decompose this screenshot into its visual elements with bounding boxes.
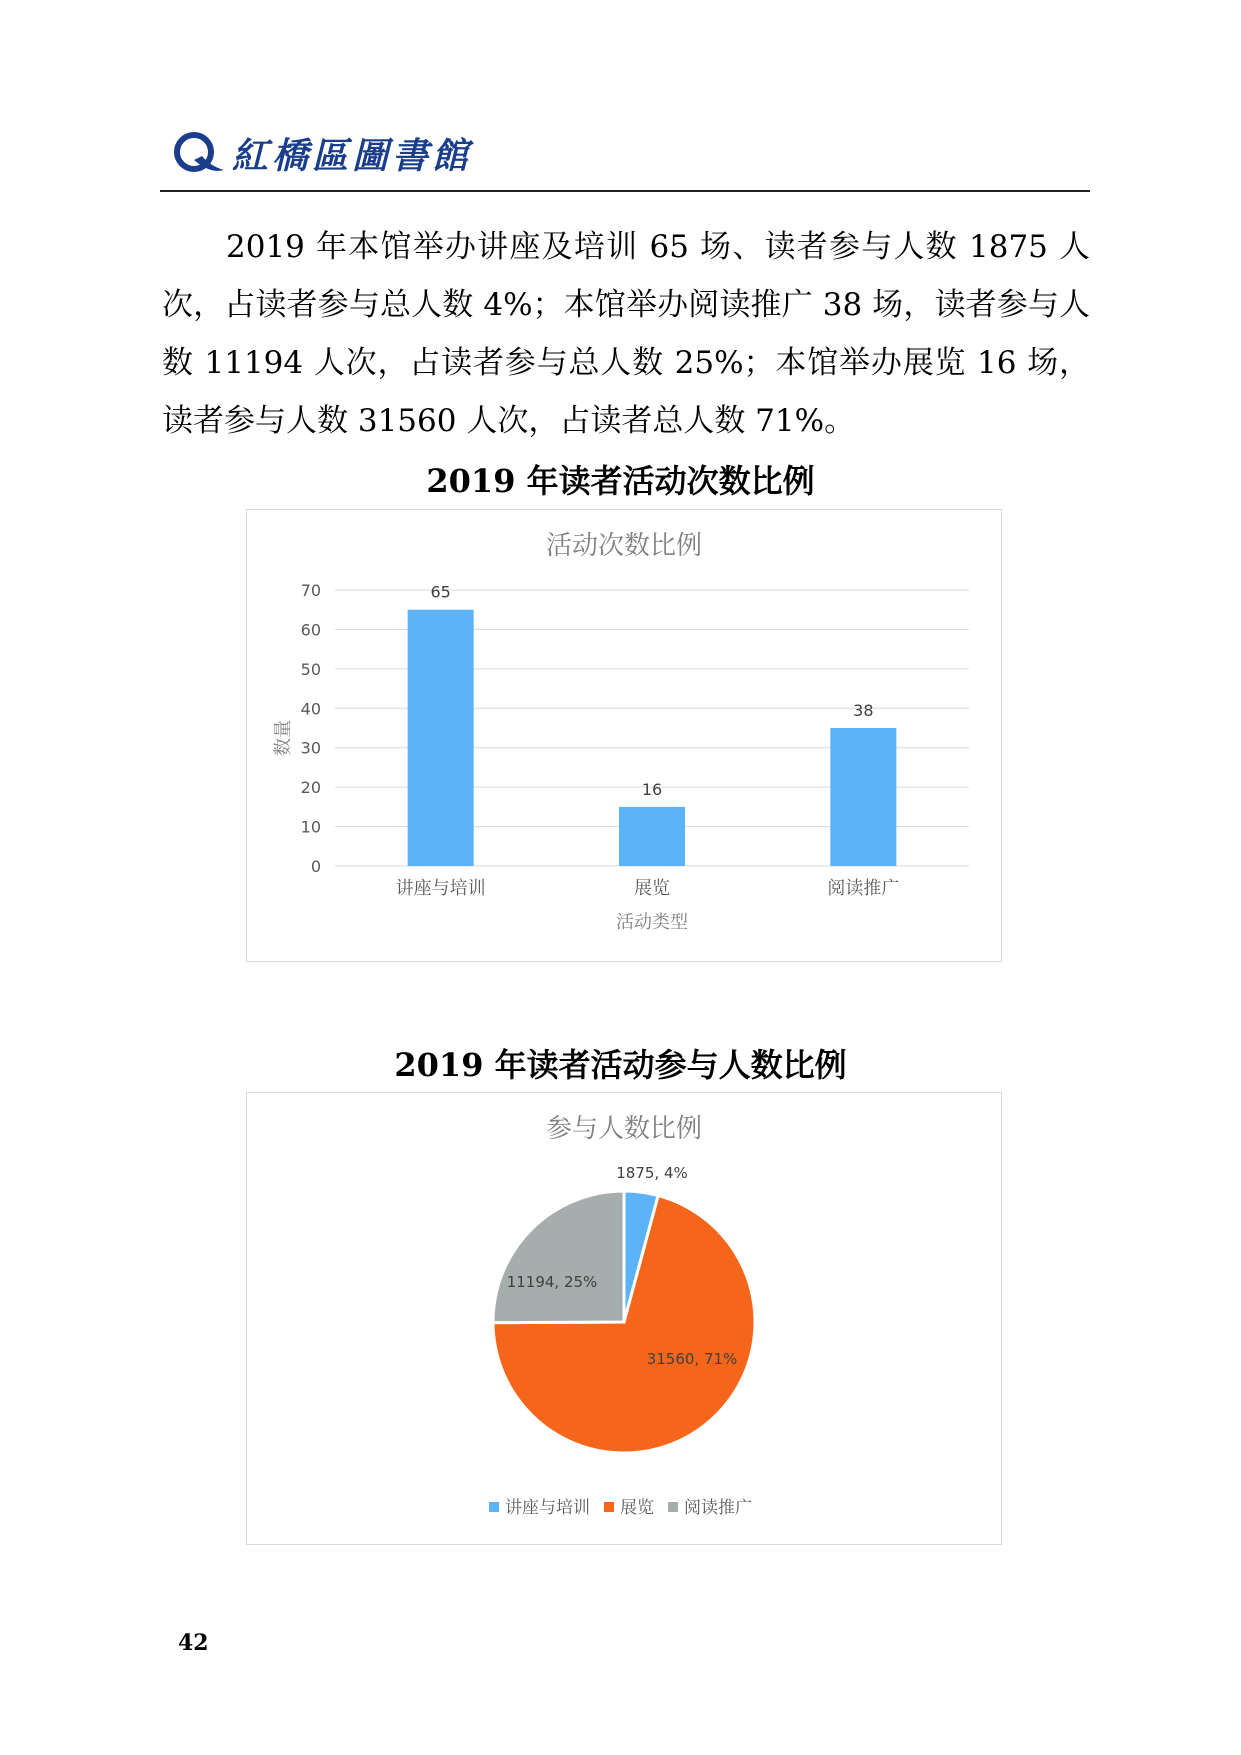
pie-data-label: 1875, 4% [616,1164,688,1182]
pie-slices [493,1191,755,1453]
header-divider [160,190,1090,192]
pie-data-label: 31560, 71% [646,1350,738,1368]
bar-y-tick-label: 20 [300,778,321,798]
bar-chart-box [246,509,1002,962]
chart1-heading: 2019 年读者活动次数比例 [426,462,815,500]
bar-y-tick-label: 50 [300,659,321,679]
bar-x-tick-label: 阅读推广 [827,878,900,899]
legend-swatch-2 [668,1502,678,1512]
library-logo-icon [170,130,226,178]
chart2-heading: 2019 年读者活动参与人数比例 [394,1046,847,1084]
bar-x-ticks [396,878,900,899]
bar-data-label: 65 [430,582,451,602]
legend-swatch-1 [604,1502,614,1512]
legend-label-0: 讲座与培训 [505,1498,590,1518]
bar-data-label: 38 [853,701,874,720]
bar-y-tick-label: 30 [300,738,321,758]
pie-slice-2 [493,1191,624,1323]
bar-y-tick-label: 70 [300,581,321,600]
bar-x-axis-label: 活动类型 [616,912,688,933]
bar-1 [619,807,685,866]
legend-label-1: 展览 [620,1498,654,1518]
bar-y-ticks [301,581,321,876]
pie-chart-box [246,1092,1002,1545]
page-number: 42 [178,1630,209,1656]
bar-2 [830,728,896,866]
page-header [160,122,1090,192]
bar-y-tick-label: 0 [310,857,321,876]
bar-marks [408,583,897,866]
bar-x-tick-label: 讲座与培训 [395,878,486,899]
bar-y-tick-label: 60 [300,620,321,640]
bar-chart [247,510,1001,961]
bar-0 [408,610,474,866]
pie-chart [247,1093,1001,1544]
bar-y-axis-label: 数量 [273,720,294,756]
bar-y-tick-label: 40 [300,699,321,719]
pie-legend [489,1498,752,1518]
body-paragraph: 2019 年本馆举办讲座及培训 65 场、读者参与人数 1875 人次，占读者参与总人数 4%；本馆举办阅读推广 38 场，读者参与人数 11194 人次，占读者参与总人数 25%；本馆举办展览 16 场，读者参与人数 31560 人次，占读者总人数 71%。 [162,229,1090,439]
bar-chart-title: 活动次数比例 [545,531,703,561]
bar-data-label: 16 [641,779,663,799]
bar-y-tick-label: 10 [300,817,321,837]
legend-swatch-0 [489,1502,499,1512]
library-name: 紅橋區圖書館 [232,135,473,177]
bar-x-tick-label: 展览 [634,878,670,899]
legend-label-2: 阅读推广 [684,1498,752,1518]
pie-data-label: 11194, 25% [506,1273,598,1291]
pie-chart-title: 参与人数比例 [545,1114,703,1144]
